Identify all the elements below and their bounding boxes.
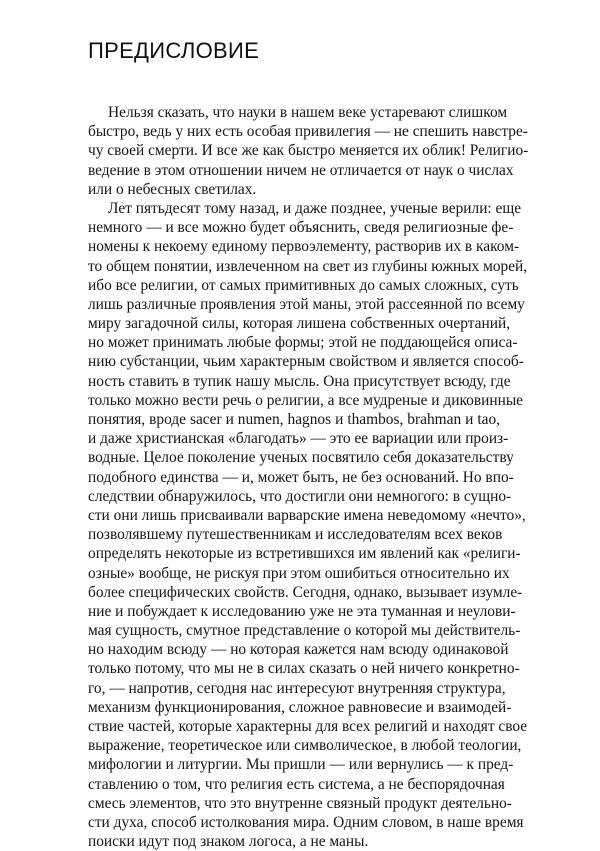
text-line: определять некоторые из встретившихся им явлений как «религи-	[88, 545, 521, 563]
text-line: позволявшему путешественникам и исследователям всех веков	[88, 526, 503, 544]
text-line: выражение, теоретическое или символическое, в любой теологии,	[88, 737, 522, 755]
text-line: миру загадочной силы, которая лишена собственных очертаний,	[88, 315, 511, 333]
text-line: чу своей смерти. И все же как быстро меняется их облик! Религио-	[88, 142, 529, 160]
text-line: ность ставить в тупик нашу мысль. Она присутствует всюду, где	[88, 372, 511, 390]
text-line: более специфических свойств. Сегодня, однако, вызывает изумле-	[88, 583, 523, 601]
text-line: сти они лишь присваивали варварские имена неведомому «нечто»,	[88, 506, 526, 524]
body-text	[88, 103, 529, 851]
text-line: ведение в этом отношении ничем не отличается от наук о числах	[88, 161, 514, 179]
text-line: смесь элементов, что это внутренне связный продукт деятельно-	[88, 794, 512, 812]
text-line: или о небесных светилах.	[88, 180, 257, 198]
text-line: нию субстанции, чьим характерным свойством и является способ-	[88, 353, 524, 371]
text-line: подобного единства — и, может быть, не без оснований. Но впо-	[88, 468, 514, 486]
text-line: но находим всюду — но которая кажется нам всюду одинаковой	[88, 641, 509, 659]
text-line: мая сущность, смутное представление о которой мы действитель-	[88, 622, 521, 640]
text-line: следствии обнаружилось, что достигли они немногого: в сущно-	[88, 487, 512, 505]
text-line: то общем понятии, извлеченном на свет из глубины южных морей,	[88, 257, 528, 275]
text-line: го, — напротив, сегодня нас интересуют внутренняя структура,	[88, 679, 506, 697]
text-line: только можно вести речь о религии, а все мудреные и диковинные	[88, 391, 523, 409]
text-line: Нельзя сказать, что науки в нашем веке устаревают слишком	[108, 104, 508, 121]
text-line: механизм функционирования, сложное равновесие и взаимодей-	[88, 698, 512, 716]
text-line: ибо все религии, от самых примитивных до самых сложных, суть	[88, 276, 519, 294]
text-line: водные. Целое поколение ученых посвятило себя доказательству	[88, 449, 514, 467]
text-line: немного — и все можно будет объяснить, сведя религиозные фе-	[88, 219, 514, 237]
text-line: сти духа, способ истолкования мира. Одним словом, в наше время	[88, 813, 524, 831]
text-line: Лет пятьдесят тому назад, и даже позднее, ученые верили: еще	[108, 199, 522, 217]
text-line: озные» вообще, не рискуя при этом ошибиться относительно их	[88, 564, 510, 582]
text-line: понятия, вроде sacer и numen, hagnos и thambos, brahman и tao,	[88, 411, 500, 428]
text-line: поиски идут под знаком логоса, а не маны.	[88, 833, 369, 851]
text-line: лишь различные проявления этой маны, этой рассеянной по всему	[88, 295, 525, 313]
text-line: и даже христианская «благодать» — это ее вариации или произ-	[88, 430, 509, 448]
text-line: быстро, ведь у них есть особая привилегия — не спешить навстре-	[88, 123, 528, 141]
page-title: ПРЕДИСЛОВИЕ	[88, 38, 260, 63]
text-line: но может принимать любые формы; этой не поддающейся описа-	[88, 334, 518, 352]
text-line: только потому, что мы не в силах сказать о ней ничего конкретно-	[88, 660, 520, 678]
text-line: номены к некоему единому первоэлементу, растворив их в каком-	[88, 238, 520, 256]
text-line: ние и побуждает к исследованию уже не эта туманная и неулови-	[88, 602, 516, 620]
text-line: мифологии и литургии. Мы пришли — или вернулись — к пред-	[88, 756, 514, 774]
text-line: ствие частей, которые характерны для всех религий и находят свое	[88, 718, 528, 735]
text-line: ставлению о том, что религия есть система, а не беспорядочная	[88, 775, 505, 793]
